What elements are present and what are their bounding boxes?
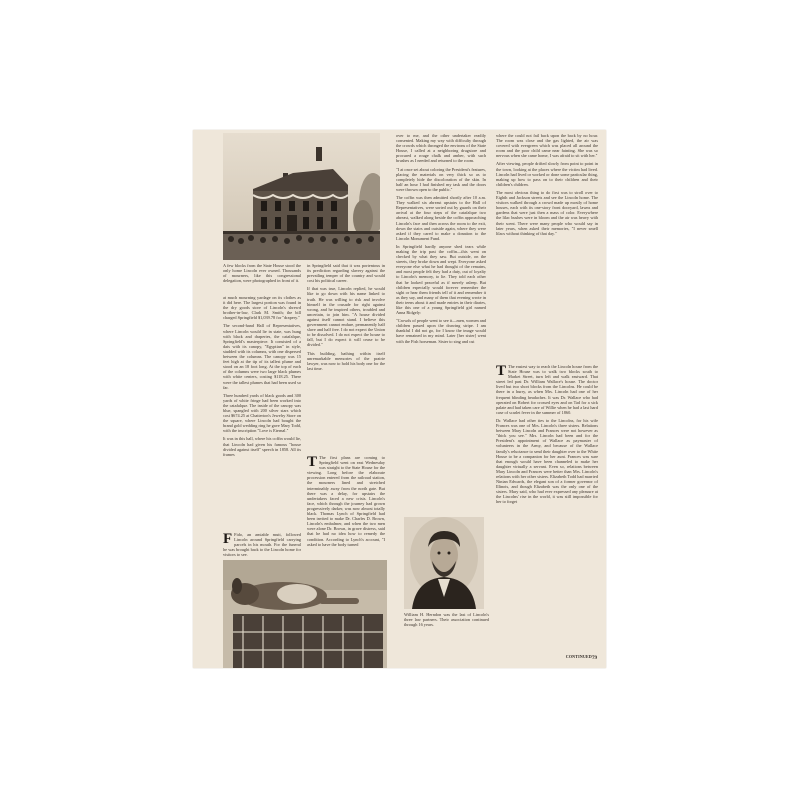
herndon-image <box>404 517 484 609</box>
continued-label <box>496 654 592 659</box>
lincoln-home-image <box>223 133 380 260</box>
caption-text: A few blocks from the State House stood the only home Lincoln ever owned. Thousands of mourners, like this congressional delegation, were photographed in front of it. <box>223 263 301 284</box>
dropcap: T <box>496 364 507 379</box>
paragraph: In Springfield hardly anyone shed tears while making the trip past the coffin—this went on checked by what they saw. But outside, on the streets, they broke down and wept. Everyone asked everyone else what he had thought of the remains, and most people felt they had a duty, out of loyalty to Lincoln's memory, to lie. They told each other that he looked peaceful as if merely asleep. But children especially would forever remember the sight or hear them friends tell of it and remember it as they say, and many of them that evening wrote in their teens about it and made entries in their diaries, like this one of a young Springfield girl named Anna Ridgely: <box>396 243 486 316</box>
paragraph-body: The first plans are coming to Springfield went on east Wednesday was straight to the State House for the viewing. Long before the elaborate procession entered from the railroad station, the mourners lined and stretched interminably away from the north gate. But there was a delay, for upstairs the undertakers faced a new crisis. Lincoln's face, which through the journey had grown progressively darker, was now almost totally black. Thomas Lynch of Springfield had been invited to make Dr. Charles D. Brown, Lincoln's embalmer, and when the two men were alone Dr. Brown, in grave distress, said that he had no idea how to remedy the condition. According to Lynch's account, "I asked to have the body turned <box>307 455 385 547</box>
paragraph: Dr. Wallace had other ties to the Lincolns, for his wife Frances was one of Mrs. Lincoln's three sisters. Relations between Mary Lincoln and Frances were not however as "thick you see." Mrs. Lincoln had been and for the President's appointment of Wallace as paymaster of volunteers in the Army, and because of the Wallace family's reluctance to send their daughter over to the White House to be a companion for her aunt. Frances was sure that enough would have been channeled to make her daughter virtually a servant. Even so, relations between Mary Lincoln and Frances were better than Mrs. Lincoln's relations with her other sisters. Elizabeth Todd had married Ninian Edwards, the elegant son of a former governor of Illinois, and though Elizabeth was the only one of the sisters. Mary said, who had ever expressed any pleasure at the Lincolns' rise in the world, it was still impossible for her to forget <box>496 417 598 505</box>
magazine-page <box>193 130 606 668</box>
article-column-4b <box>496 364 598 652</box>
herndon-caption <box>404 612 489 630</box>
paragraph: The second-hand Hall of Representatives, where Lincoln would lie in state, was hung with black and draperies, the catafalque, Springfield's masterpiece. It consisted of a dais with its canopy, "Egyptian" in style, studded with its columns, with one dispersed between the columns. The canopy was 15 feet high at the tip of its tallest plume and stood on an 18 foot long. At the top of each of the columns were two large black plumes with white centers, costing $118.25. There were the tallest plumes that had been used so far. <box>223 323 301 390</box>
caption-text: William H. Herndon was the last of Lincoln's three law partners. Their association continued through 16 years. <box>404 612 489 628</box>
article-column-3 <box>396 133 486 513</box>
paragraph: After viewing, people drifted slowly from point to point in the town, looking at the places where the victim had lived. Lincoln had lived or worked or done some particular thing, making up how to pass on to their children and their children's children. <box>496 161 598 187</box>
paragraph: where the could not fail back upon the back by no hour. The room was close and the gas lighted, the air was covered with evergreen which was placed all around the room and the poor child came near fainting. She was so nervous when she came home, I was afraid to sit with her." <box>496 133 598 159</box>
paragraph: Three hundred yards of black goods and 300 yards of white fringe had been worked into the catafalque. The inside of the canopy was blue, spangled with 200 silver stars which cost $674.25 at Chatterton's Jewelry Store on the square, where Lincoln had bought the brand gold wedding ring he gave Mary Todd, with the inscription "Love is Eternal." <box>223 392 301 434</box>
paragraph: It was in this hall, where his coffin would lie, that Lincoln had given his famous "house divided against itself" speech in 1858. All its frames <box>223 436 301 457</box>
paragraph: "Crowds of people went to see it—men, women and children passed upon the drawing stripe. I am thankful I did not go, for I know the image would have remained in my mind. Later [her sister] went with the Fish horseman. Sister to sing and cut <box>396 318 486 344</box>
paragraph: The most obvious thing to do first was to stroll over to Eighth and Jackson streets and see the Lincoln home. The visitors walked through a crowd made up mostly of home houses, each with its one-story front dooryard, lawns and gardens that were just then a mass of color. Everywhere the lilac bushes were in bloom and the air was heavy with their scent. There were many people who would say in later years, when asked their memories, "I never smell lilacs without thinking of that day." <box>496 189 598 236</box>
paragraph: If that was true, Lincoln replied, he would like to go down with his name linked to truth. He was willing to risk and involve himself in the crusade for right against wrong, and he inspired others, troubled and uncertain, to join him. "A house divided against itself cannot stand. I believe this government cannot endure, permanently half slave and half free. I do not expect the Union to be dissolved. I do not expect the house to fall, but I do expect it will cease to be divided." <box>307 286 385 348</box>
article-column-2b <box>307 455 385 558</box>
continued-text: CONTINUED <box>565 654 592 659</box>
paragraph-body: The easiest way to reach the Lincoln house from the State House was to walk two blocks south to Market Street, turn left and walk eastward. That street led past Dr. William Wallace's house. The doctor lived but two short blocks from the Lincolns. He could be there in a hurry, as when Mrs. Lincoln had one of her frequent blinding headaches. It was Dr. Wallace who had operated on Robert for crossed eyes and on Tad for a sick palate and had taken care of Willie when he had a last hard case of scarlet fever in the summer of 1860. <box>496 364 598 415</box>
paragraph <box>307 455 385 547</box>
paragraph: over to me, and the other undertaker readily consented. Making my way with difficulty through the crowds which thronged the environs of the State House, I called at a neighboring drugstore and procured a rouge chalk and amber, with such brushes as I needed and returned to the room. <box>396 133 486 164</box>
article-column-4 <box>496 133 598 361</box>
article-column-2 <box>307 263 385 453</box>
fido-photo <box>223 560 387 668</box>
paragraph: in Springfield said that it was portentous in its prediction regarding slavery against the prevailing temper of the country and would cost his political career. <box>307 263 385 284</box>
page-number: 79 <box>592 656 597 661</box>
lincoln-home-photo <box>223 133 380 260</box>
paragraph: "I at once set about coloring the President's features, placing the materials on very thick so as to completely hide the discoloration of the skin. In half an hour I had finished my task and the doors were thrown open to the public." <box>396 166 486 192</box>
caption-text <box>223 532 301 557</box>
article-column-1 <box>223 295 301 527</box>
dropcap: F <box>223 532 233 547</box>
lincoln-home-caption <box>223 263 301 286</box>
caption-body: Fido, an amiable mutt, followed Lincoln around Springfield carrying parcels in his mouth. For the funeral he was brought back to the Lincoln home for visitors to see. <box>223 532 301 558</box>
paragraph: The coffin was then admitted shortly after 10 a.m. They walked six abreast upstairs to the Hall of Representatives, were sorted out by guards on their arrival at the four steps of the catafalque two abreast, walked along beside the coffin approaching Lincoln's face and then across the room to the exit, down the stairs and outside again, where they were asked if they cared to make a donation to the Lincoln Monument Fund. <box>396 195 486 241</box>
paragraph <box>496 364 598 415</box>
dropcap: T <box>307 455 318 470</box>
paragraph: at much mourning yardage on its clothes as it did here. The largest portion was found in the dry goods store of Lincoln's shrewd brother-in-law, Clark M. Smith; the bill charged Springfield $1,039.78 for "drapery." <box>223 295 301 321</box>
paragraph: This building, bathing within itself unremarkable memories of the prairie lawyer, was now to hold his body one for the last time. <box>307 350 385 371</box>
fido-image <box>223 560 387 668</box>
dog-caption <box>223 532 301 560</box>
herndon-portrait <box>404 517 484 609</box>
